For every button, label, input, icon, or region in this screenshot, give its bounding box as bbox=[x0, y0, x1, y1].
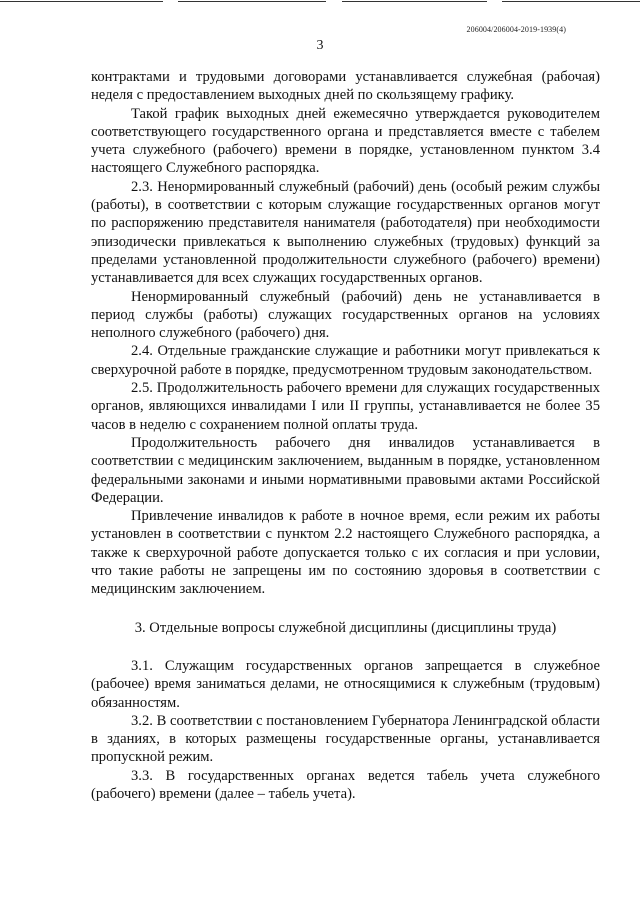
paragraph-irregular-day: Ненормированный служебный (рабочий) день не устанавливается в период службы (работы) служащих государственных органов на условиях неполного служебного (рабочего) дня. bbox=[91, 288, 600, 342]
paragraph-3-3: 3.3. В государственных органах ведется табель учета служебного (рабочего) времени (далее – табель учета). bbox=[91, 767, 600, 802]
document-id: 206004/206004-2019-1939(4) bbox=[466, 25, 566, 34]
paragraph-night-work: Привлечение инвалидов к работе в ночное время, если режим их работы установлен в соответствии с пунктом 2.2 настоящего Служебного распорядка, а также к сверхурочной работе допускается только с их согласия и при условии, что такие работы не запрещены им по состоянию здоровья в соответствии с медицинским заключением. bbox=[91, 508, 600, 598]
paragraph-disabled-workday: Продолжительность рабочего дня инвалидов устанавливается в соответствии с медицинским заключением, выданным в порядке, установленном федеральными законами и иными нормативными правовыми актами Российской Федерации. bbox=[91, 434, 600, 506]
paragraph-schedule: Такой график выходных дней ежемесячно утверждается руководителем соответствующего государственного органа и представляется вместе с табелем учета служебного (рабочего) времени в порядке, установленном пунктом 3.4 настоящего Служебного распорядка. bbox=[91, 105, 600, 177]
top-rule-lines bbox=[0, 0, 640, 4]
paragraph-continuation: контрактами и трудовыми договорами устанавливается служебная (рабочая) неделя с предоставлением выходных дней по скользящему графику. bbox=[91, 69, 600, 104]
page-number: 3 bbox=[316, 38, 324, 53]
document-body bbox=[91, 68, 600, 803]
paragraph-3-2: 3.2. В соответствии с постановлением Губернатора Ленинградской области в зданиях, в которых размещены государственные органы, устанавливается пропускной режим. bbox=[91, 712, 600, 766]
paragraph-2-4: 2.4. Отдельные гражданские служащие и работники могут привлекаться к сверхурочной работе в порядке, предусмотренном трудовым законодательством. bbox=[91, 343, 600, 378]
paragraph-3-1: 3.1. Служащим государственных органов запрещается в служебное (рабочее) время заниматься делами, не относящимися к служебным (трудовым) обязанностям. bbox=[91, 657, 600, 711]
paragraph-2-3: 2.3. Ненормированный служебный (рабочий) день (особый режим службы (работы), в соответствии с которым служащие государственных органов могут по распоряжению представителя нанимателя (работодателя) при необходимости эпизодически привлекаться к выполнению служебных (трудовых) функций за пределами установленной продолжительности служебного (рабочего) времени) устанавливается для всех служащих государственных органов. bbox=[91, 178, 600, 287]
paragraph-2-5: 2.5. Продолжительность рабочего времени для служащих государственных органов, являющихся инвалидами I или II группы, устанавливается не более 35 часов в неделю с сохранением полной оплаты труда. bbox=[91, 380, 600, 433]
section-heading-3: 3. Отдельные вопросы служебной дисциплины (дисциплины труда) bbox=[134, 619, 557, 636]
